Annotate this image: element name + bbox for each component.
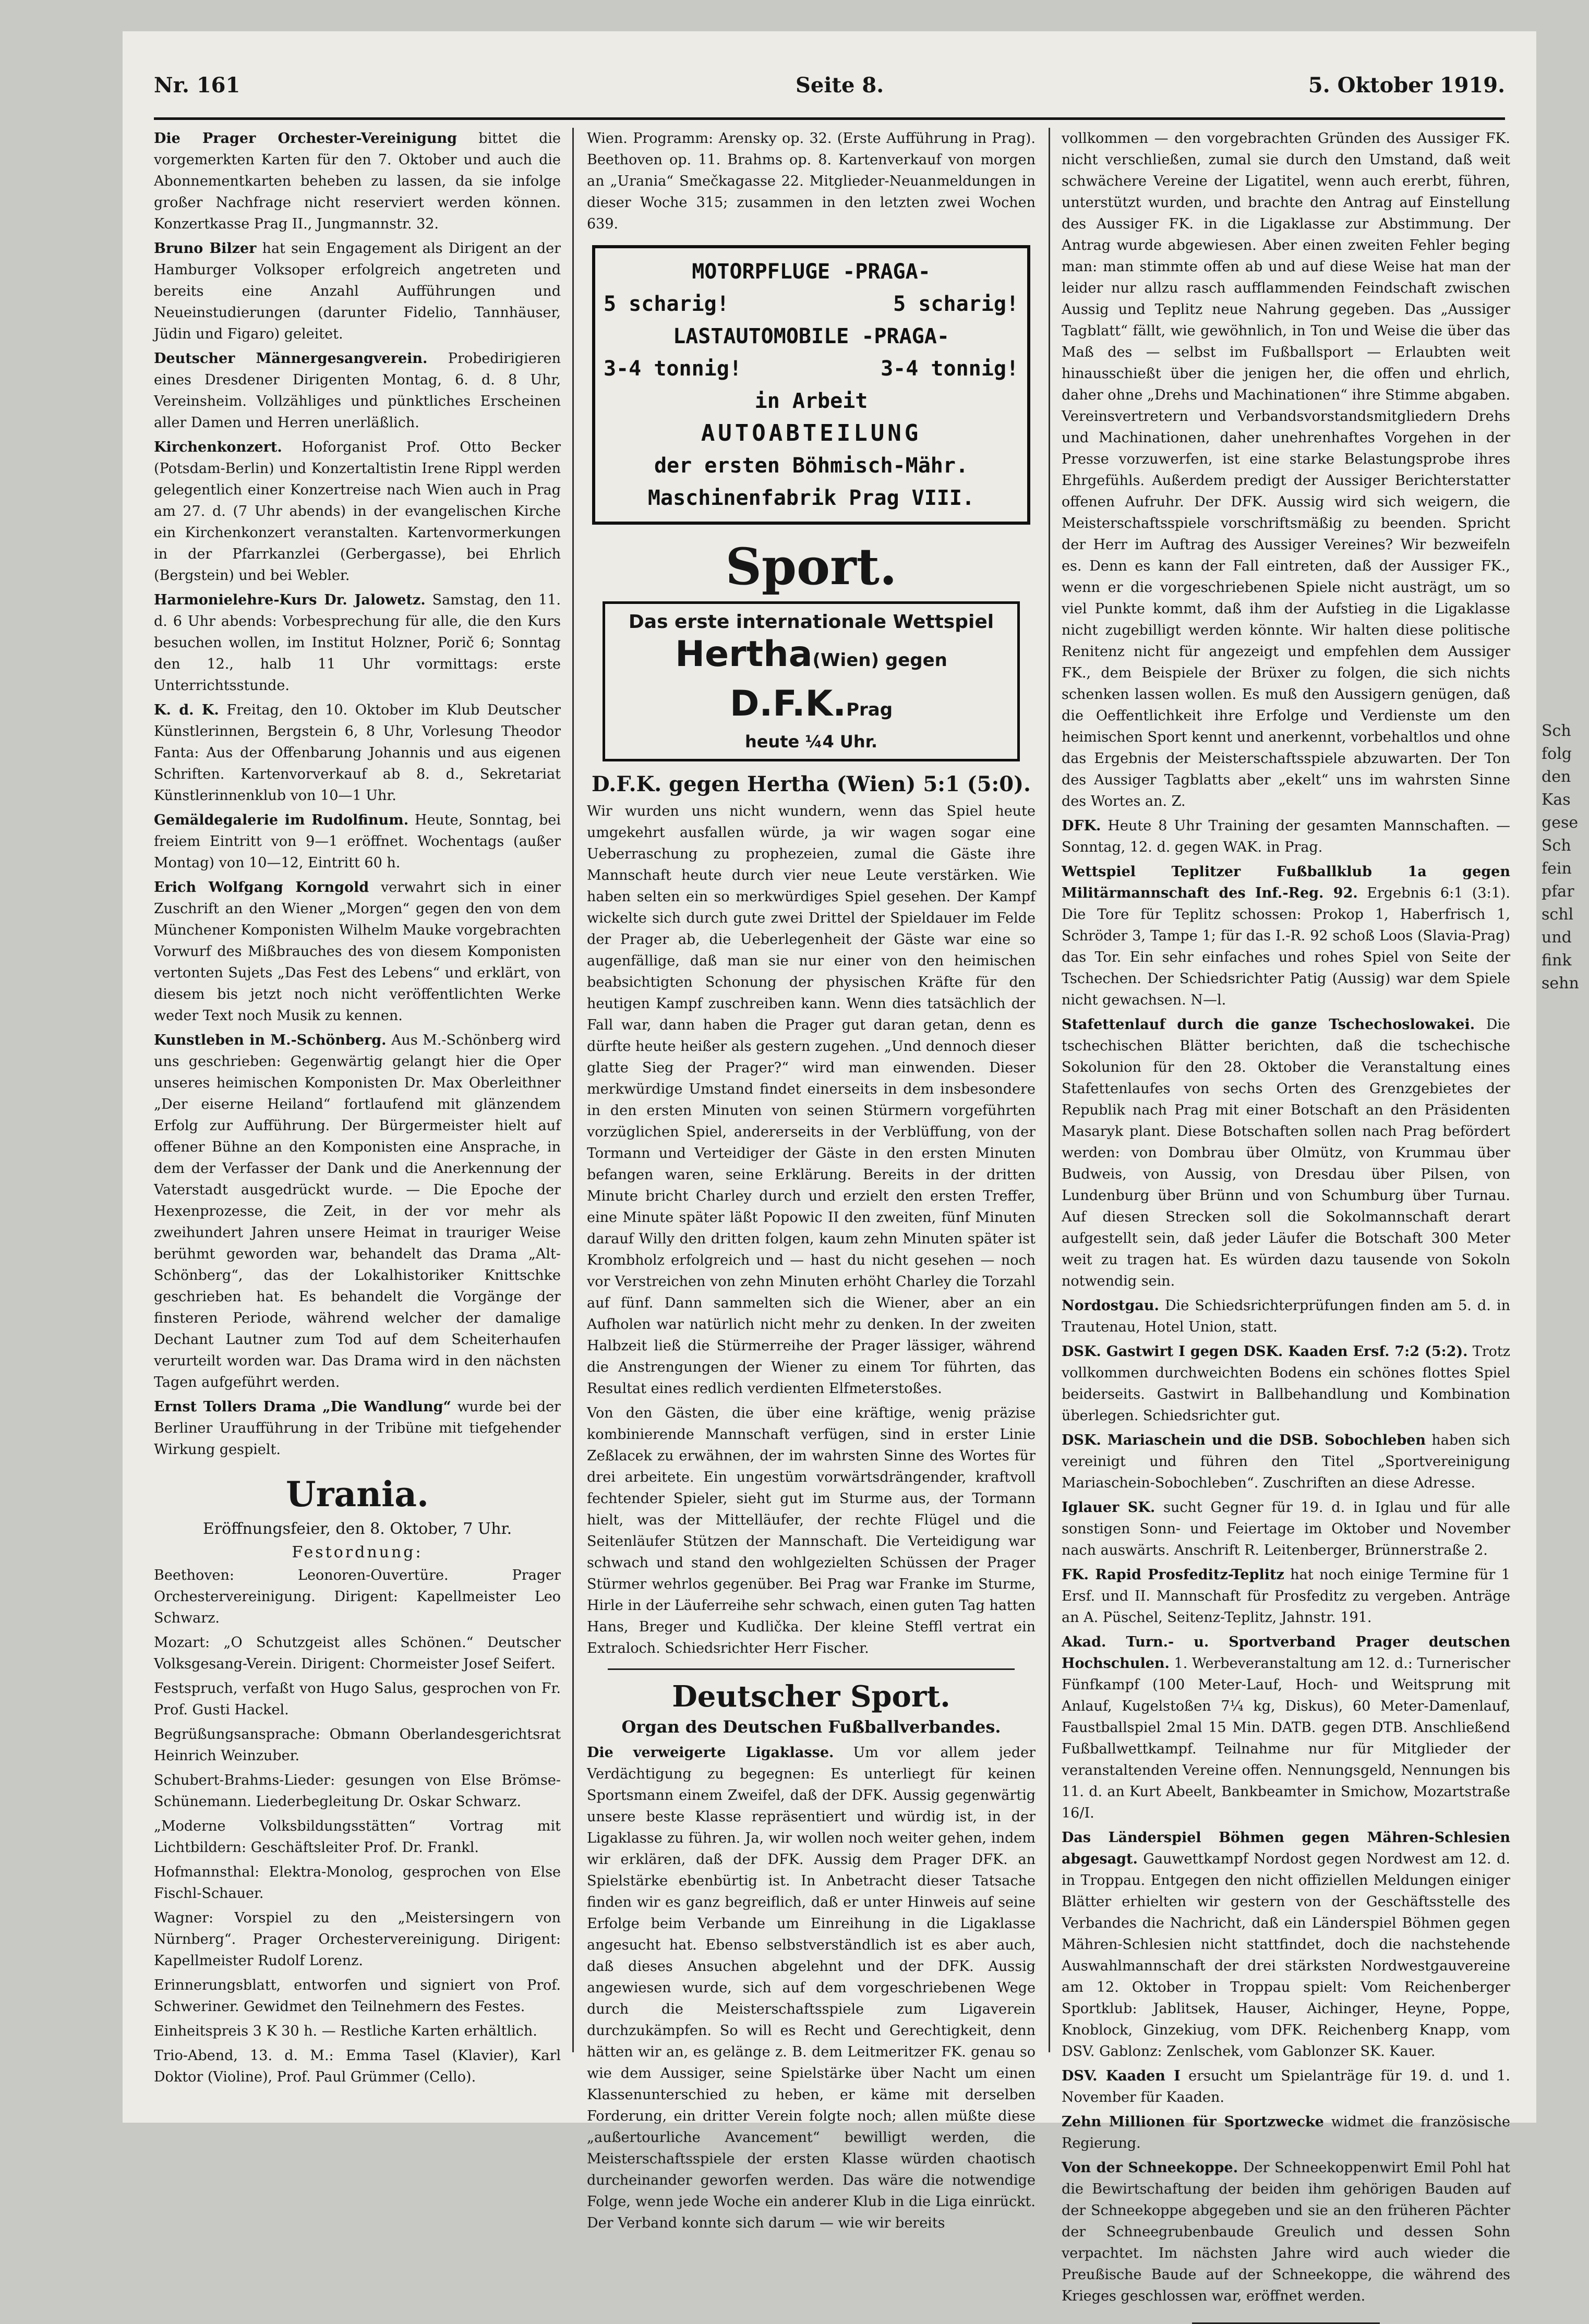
festordnung-heading: Festordnung:: [292, 1543, 423, 1562]
festordnung-item: Erinnerungsblatt, entworfen und signiert von Prof. Schweriner. Gewidmet den Teilnehmern des Festes.: [154, 1977, 561, 2015]
notice-text: Heute, Sonntag, bei freiem Eintritt von 9—1 eröffnet. Wochentags (außer Montag) von 10—12, Eintritt 60 h.: [154, 812, 561, 871]
team-city: Prag: [846, 699, 893, 720]
notice-lead: DSK. Gastwirt I gegen DSK. Kaaden Ersf. 7:2 (5:2).: [1062, 1343, 1468, 1360]
team-hertha: Hertha: [675, 634, 813, 675]
notice-text: Ergebnis 6:1 (3:1). Die Tore für Teplitz schossen: Prokop 1, Haberfrisch 1, Schröder 3, Tampe 1; für das I.-R. 92 schoß Loos (Slavia-Prag) das Tor. Ein sehr einfaches und rohes Spiel von Seite der Tschechen. Der Schiedsrichter Patig (Aussig) war dem Spiele nicht gewachsen. N—l.: [1062, 885, 1510, 1008]
notice-lead: Die Prager Orchester-Vereinigung: [154, 130, 457, 147]
festordnung-item: Einheitspreis 3 K 30 h. — Restliche Karten erhältlich.: [154, 2023, 537, 2039]
sport-section-title: Sport.: [725, 537, 897, 596]
ad-line: AUTOABTEILUNG: [701, 420, 922, 446]
notice-lead: FK. Rapid Prosfeditz-Teplitz: [1062, 1567, 1284, 1583]
sport-notices: [1062, 128, 1510, 2307]
notice-text: vollkommen — den vorgebrachten Gründen des Aussiger FK. nicht verschließen, zumal sie durch den Umstand, daß weit schwächere Vereine der Ligatitel, wenn auch ererbt, führen, unterstützt wurden, und brachte den Antrag auf Einstellung des Aussiger FK. in die Ligaklasse zur Abstimmung. Der Antrag wurde abgewiesen. Aber einen zweiten Fehler beging man: man stimmte offen ab und auf diese Weise hat man der leider nur allzu rasch aufflammenden Feindschaft zwischen Aussig und Teplitz neue Nahrung gegeben. Das „Aussiger Tagblatt“ fällt, wie gewöhnlich, in Ton und Weise die über das Maß des — selbst im Fußballsport — Erlaubten weit hinausschießt über die jenigen her, die offen und ehrlich, daher ohne „Drehs und Machinationen“ ihre Stimme abgaben. Vereinsvertretern und Verbandsvorstandsmitgliedern Drehs und Machinationen, daher unehrenhaftes Vorgehen in der Presse vorzuwerfen, ist eine starke Belastungsprobe ihres Ehrgefühls. Außerdem predigt der Aussiger Berichterstatter offenen Aufruhr. Der DFK. Aussig wird sich weigern, die Meisterschaftsspiele vorschriftsmäßig zu beenden. Spricht der Herr im Auftrag des Aussiger Vereines? Wir bezweifeln es. Denn es kann der Fall eintreten, daß der Aussiger FK., wenn er die vorgeschriebenen Spiele nicht austrägt, um so viel Punkte kommt, daß ihm der Aufstieg in die Ligaklasse nicht zugebilligt werden könnte. Wir halten diese politische Renitenz nicht für angezeigt und empfehlen dem Aussiger FK., dem Beispiele der Brüxer zu folgen, die sich nichts schenken lassen wollen. Es muß den Aussigern genügen, daß die Oeffentlichkeit ihre Erfolge und Verdienste um den heimischen Sport kennt und anerkennt, vorbehaltlos und ohne das Ergebnis der Meisterschaftsspiele abzuwarten. Der Ton des Aussiger Tagblatts aber „ekelt“ uns im wahrsten Sinne des Wortes an. Z.: [1062, 130, 1510, 809]
notice-lead: Wettspiel Teplitzer Fußballklub 1a gegen Militärmannschaft des Inf.-Reg. 92.: [1062, 864, 1510, 901]
notice-lead: Deutscher Männergesangverein.: [154, 350, 428, 367]
notice-paragraph: [1062, 2157, 1510, 2307]
edge-fragment: folg: [1542, 745, 1572, 763]
notice-text: Hoforganist Prof. Otto Becker (Potsdam-Berlin) und Konzertaltistin Irene Rippl werden gelegentlich einer Konzertreise nach Wien auch in Prag am 27. d. (7 Uhr abends) in der evangelischen Kirche ein Kirchenkonzert veranstalten. Kartenvormerkungen in der Pfarrkanzlei (Gerbergasse), bei Ehrlich (Bergstein) und bei Webler.: [154, 439, 561, 584]
notice-text: Trotz vollkommen durchweichten Bodens ein schönes flottes Spiel beiderseits. Gastwirt in Ballbehandlung und Kombination überlegen. Schiedsrichter gut.: [1062, 1343, 1510, 1424]
notice-paragraph: [1062, 1430, 1510, 1494]
column-middle: [587, 128, 1036, 2231]
ad-line: Maschinenfabrik Prag VIII.: [647, 486, 975, 510]
ad-line: 3-4 tonnig!: [604, 357, 742, 381]
festordnung-item: Schubert-Brahms-Lieder: gesungen von Else Brömse-Schünemann. Liederbegleitung Dr. Oskar Schwarz.: [154, 1772, 561, 1810]
notice-text: Heute 8 Uhr Training der gesamten Mannschaften. — Sonntag, 12. d. gegen WAK. in Prag.: [1062, 818, 1510, 855]
edge-fragment: schl: [1542, 905, 1574, 924]
notice-lead: Ernst Tollers Drama „Die Wandlung“: [154, 1399, 451, 1415]
page-header: [154, 73, 1505, 115]
notice-lead: Bruno Bilzer: [154, 240, 257, 257]
notice-text: Um vor allem jeder Verdächtigung zu begegnen: Es unterliegt für keinen Sportsmann einem Zweifel, daß der DFK. Aussig gegenwärtig unsere beste Klasse repräsentiert und würdig ist, in der Ligaklasse zu führen. Ja, wir wollen noch weiter gehen, indem wir erklären, daß der DFK. Aussig dem Prager DFK. an Spielstärke ebenbürtig ist. In Anbetracht dieser Tatsache finden wir es ganz begreiflich, daß er unter Hinweis auf seine Erfolge beim Verbande um Einreihung in die Ligaklasse angesucht hat. Ebenso selbstverständlich ist es aber auch, daß dieses Ansuchen abgelehnt und der DFK. Aussig angewiesen wurde, sich auf dem vorgeschriebenen Wege durch die Meisterschaftsspiele zum Ligaverein durchzukämpfen. So will es Recht und Gerechtigkeit, denn hätten wir an, es gelänge z. B. dem Leitmeritzer FK. genau so wie dem Aussiger, seine Spielstärke über Nacht um einen Klassenunterschied zu heben, er käme mit derselben Forderung, ein dritter Verein folgte noch; allen müßte diese „außertourliche Avancement“ bewilligt werden, die Meisterschaftsspiele der ersten Klasse würden chaotisch durcheinander geworfen werden. Das wäre die notwendige Folge, wenn jede Woche ein anderer Klub in die Liga einrückt. Der Verband konnte sich darum — wie wir bereits: [587, 1745, 1036, 2231]
header-rule: [154, 117, 1505, 120]
ad-line: LASTAUTOMOBILE -PRAGA-: [673, 324, 949, 348]
match-headline: D.F.K. gegen Hertha (Wien) 5:1 (5:0).: [592, 772, 1031, 796]
notice-lead: Erich Wolfgang Korngold: [154, 879, 369, 895]
notice-paragraph: [154, 877, 561, 1026]
deutscher-sport-title: Deutscher Sport.: [672, 1679, 950, 1714]
adjacent-page-edge: [1542, 720, 1589, 995]
festordnung-item: Hofmannsthal: Elektra-Monolog, gesprochen von Else Fischl-Schauer.: [154, 1864, 561, 1902]
ad2-line: Das erste internationale Wettspiel: [628, 611, 994, 633]
notice-paragraph: [154, 1396, 561, 1460]
edge-fragment: fink: [1542, 951, 1572, 970]
notice-paragraph: [154, 437, 561, 586]
festordnung-list: [154, 1565, 561, 2088]
notice-lead: Die verweigerte Ligaklasse.: [587, 1745, 834, 1761]
festordnung-item: Mozart: „O Schutzgeist alles Schönen.“ Deutscher Volksgesang-Verein. Dirigent: Chormeister Josef Seifert.: [154, 1635, 561, 1672]
edge-fragment: Sch: [1542, 837, 1571, 855]
notice-text: Die Schiedsrichterprüfungen finden am 5. d. in Trautenau, Hotel Union, statt.: [1062, 1298, 1510, 1335]
urania-subtitle: Eröffnungsfeier, den 8. Oktober, 7 Uhr.: [202, 1520, 512, 1538]
deutscher-sport-articles: [587, 1742, 1036, 2234]
edge-fragment: Kas: [1542, 791, 1571, 809]
notice-paragraph: [154, 589, 561, 696]
notice-paragraph: [1062, 1295, 1510, 1338]
notice-lead: Stafettenlauf durch die ganze Tschechoslowakei.: [1062, 1016, 1475, 1033]
notice-text: sucht Gegner für 19. d. in Iglau und für alle sonstigen Sonn- und Feiertage im Oktober und November nach auswärts. Anschrift R. Leitenberger, Brünnerstraße 2.: [1062, 1499, 1510, 1558]
team-dfk: D.F.K.: [729, 683, 847, 724]
notice-paragraph: [154, 809, 561, 874]
newspaper-page: [123, 31, 1536, 2304]
notice-paragraph: [154, 699, 561, 806]
notice-text: haben sich vereinigt und führen den Titel „Sportvereinigung Mariaschein-Sobochleben“. Zuschriften an diese Adresse.: [1062, 1432, 1510, 1491]
edge-fragment: Sch: [1542, 722, 1571, 740]
match-advertisement: [603, 601, 1020, 761]
column-right: [1062, 128, 1510, 2304]
notice-text: verwahrt sich in einer Zuschrift an den Wiener „Morgen“ gegen den von dem Münchener Komponisten Wilhelm Mauke vorgebrachten Vorwurf des Mißbrauches des von diesem Komponisten vertonten Sujets „Das Fest des Lebens“ und erklärt, von diesem bis jetzt noch nicht veröffentlichten Werke weder Text noch Musik zu kennen.: [154, 879, 561, 1024]
ad2-teams: [610, 633, 1012, 732]
edge-fragment: gese: [1542, 814, 1579, 832]
section-divider: [608, 1668, 1015, 1670]
urania-program-text: Wien. Programm: Arensky op. 32. (Erste Aufführung in Prag). Beethoven op. 11. Brahms op. 8. Kartenverkauf von morgen an „Urania“ Smečkagasse 22. Mitglieder-Neuanmeldungen in dieser Woche 315; zusammen in den letzten zwei Wochen 639.: [587, 130, 1036, 232]
ad-line: 5 scharig!: [893, 292, 1019, 316]
match-paragraph: Wir wurden uns nicht wundern, wenn das Spiel heute umgekehrt ausfallen würde, ja wir wagen sogar eine Ueberraschung zu prophezeien, zumal die Gäste ihre Mannschaft heute durch vier neue Leute verstärken. Wie haben selten ein so merkwürdiges Spiel gesehen. Der Kampf wickelte sich durch gute zwei Drittel der Spieldauer im Felde der Prager ab, die Ueberlegenheit der Gäste war eine so augenfällige, daß man sie nur einer von den heimischen beabsichtigten Schonung der physischen Kräfte für den heutigen Kampf zuschreiben kann. Wenn dies tatsächlich der Fall war, dann haben die Prager gut daran getan, denn es dürfte heute heißer als gestern zugehen. „Und dennoch dieser glatte Sieg der Prager?“ wird man einwenden. Dieser merkwürdige Umstand findet einerseits in dem insbesondere in den ersten Minuten von seinen Stürmern vorgeführten vorzüglichen Spiel, andererseits in der Verblüffung, von der Tormann und Verteidiger der Gäste in den ersten Minuten befangen waren, seine Erklärung. Bereits in der dritten Minute bricht Charley durch und erzielt den ersten Treffer, eine Minute später läßt Popowic II den zweiten, fünf Minuten darauf Willy den dritten folgen, kaum zehn Minuten später ist Krombholz erfolgreich und — hast du nicht gesehen — noch vor Verstreichen von zehn Minuten erhöht Charley die Torzahl auf fünf. Dann sammelten sich die Wiener, aber an ein Aufholen war natürlich nicht mehr zu denken. In der zweiten Halbzeit ließ die Stürmerreihe der Prager lässiger, während die Anstrengungen der Wiener zu einem Tor führten, das Resultat eines redlich verdienten Elfmeterstoßes.: [587, 803, 1036, 1397]
notice-lead: Das Länderspiel Böhmen gegen Mähren-Schlesien abgesagt.: [1062, 1830, 1510, 1867]
festordnung-item: „Moderne Volksbildungsstätten“ Vortrag mit Lichtbildern: Geschäftsleiter Prof. Dr. Frankl.: [154, 1818, 561, 1856]
notice-lead: Von der Schneekoppe.: [1062, 2160, 1238, 2176]
notice-paragraph: [1062, 1564, 1510, 1628]
notice-text: Gauwettkampf Nordost gegen Nordwest am 12. d. in Troppau. Entgegen den nicht offiziellen Meldungen einiger Blätter erhielten wir gestern von der Geschäftsstelle des Verbandes die Nachricht, daß ein Länderspiel Böhmen gegen Mähren-Schlesien nicht stattfindet, doch die nachstehende Auswahlmannschaft der drei stärksten Nordwestgauvereine am 12. Oktober in Troppau spielt: Vom Reichenberger Sportklub: Jablitsek, Hauser, Aichinger, Heyne, Poppe, Knoblock, Ginzekiug, vom DFK. Reichenberg Knapp, vom DSV. Gablonz: Zenlschek, vom Gablonzer SK. Kauer.: [1062, 1851, 1510, 2060]
notice-text: Samstag, den 11. d. 6 Uhr abends: Vorbesprechung für alle, die den Kurs besuchen wollen, im Institut Holzner, Porič 6; Sonntag den 12., halb 11 Uhr vormittags: erste Unterrichtsstunde.: [154, 592, 561, 694]
culture-notices: [154, 128, 561, 1460]
issue-number: Nr. 161: [154, 73, 240, 98]
notice-lead: Kunstleben in M.-Schönberg.: [154, 1032, 387, 1048]
notice-text: widmet die französische Regierung.: [1062, 2114, 1510, 2151]
notice-lead: DSV. Kaaden I: [1062, 2068, 1181, 2084]
edge-fragment: und: [1542, 928, 1572, 947]
notice-lead: Gemäldegalerie im Rudolfinum.: [154, 812, 409, 828]
notice-text: Freitag, den 10. Oktober im Klub Deutscher Künstlerinnen, Bergstein 6, 8 Uhr, Vorlesung Theodor Fanta: Aus der Offenbarung Johannis und aus eigenen Schriften. Kartenvorverkauf ab 8. d., Sekretariat Künstlerinnenklub von 10—1 Uhr.: [154, 702, 561, 804]
notice-paragraph: [154, 1030, 561, 1393]
notice-text: Der Schneekoppenwirt Emil Pohl hat die Bewirtschaftung der beiden ihm gehörigen Bauden auf der Schneekoppe abgegeben und sie an den früheren Pächter der Schneegrubenbaude Greulich und dessen Sohn verpachtet. Im nächsten Jahre wird auch wieder die Preußische Baude auf der Schneekoppe, die während des Krieges geschlossen war, eröffnet werden.: [1062, 2160, 1510, 2304]
notice-lead: K. d. K.: [154, 702, 219, 718]
notice-paragraph: [1062, 815, 1510, 858]
notice-text: hat noch einige Termine für 1 Ersf. und II. Mannschaft für Prosfeditz zu vergeben. Anträge an A. Püschel, Seitenz-Teplitz, Jahnstr. 191.: [1062, 1567, 1510, 1626]
festordnung-item: Begrüßungsansprache: Obmann Oberlandesgerichtsrat Heinrich Weinzuber.: [154, 1726, 561, 1764]
notice-paragraph: [587, 1742, 1036, 2234]
notice-text: Die tschechischen Blätter berichten, daß die tschechische Sokolunion für den 28. Oktober die Veranstaltung eines Stafettenlaufes von sechs Orten des Grenzgebietes der Republik nach Prag mit einer Botschaft an den Präsidenten Masaryk plant. Diese Botschaften sollen nach Prag befördert werden: von Dombrau über Olmütz, von Krummau über Budweis, von Aussig, von Dresdau über Pilsen, von Lundenburg über Brünn und von Schumburg über Turnau. Auf diesen Strecken soll die Sokolmannschaft derart aufgestellt sein, daß jeder Läufer die Botschaft 300 Meter weit zu tragen hat. Es würden dazu tausende von Sokoln notwendig sein.: [1062, 1016, 1510, 1289]
notice-text: Probedirigieren eines Dresdener Dirigenten Montag, 6. d. 8 Uhr, Vereinsheim. Vollzähliges und pünktliches Erscheinen aller Damen und Herren unerläßlich.: [154, 350, 561, 431]
notice-paragraph: [1062, 1014, 1510, 1292]
column-divider: [572, 128, 574, 2052]
ad-line: MOTORPFLUGE -PRAGA-: [692, 260, 931, 284]
festordnung-item: Trio-Abend, 13. d. M.: Emma Tasel (Klavier), Karl Doktor (Violine), Prof. Paul Grümmer (Cello).: [154, 2048, 561, 2085]
notice-paragraph: [154, 128, 561, 235]
notice-lead: Nordostgau.: [1062, 1298, 1159, 1314]
page-number: Seite 8.: [796, 73, 884, 98]
notice-paragraph: [1062, 2111, 1510, 2154]
notice-lead: Kirchenkonzert.: [154, 439, 282, 455]
notice-paragraph: [154, 348, 561, 433]
notice-lead: Zehn Millionen für Sportzwecke: [1062, 2114, 1324, 2130]
festordnung-item: Festspruch, verfaßt von Hugo Salus, gesprochen von Fr. Prof. Gusti Hackel.: [154, 1680, 561, 1718]
notice-text: wurde bei der Berliner Uraufführung in der Tribüne mit tiefgehender Wirkung gespielt.: [154, 1399, 561, 1458]
notice-paragraph: [1062, 1827, 1510, 2062]
match-report: [587, 801, 1036, 1659]
notice-paragraph: [154, 238, 561, 345]
notice-text: bittet die vorgemerkten Karten für den 7. Oktober und auch die Abonnementkarten beheben zu lassen, da sie infolge großer Nachfrage nicht reserviert werden können. Konzertkasse Prag II., Jungmannstr. 32.: [154, 130, 561, 232]
notice-text: ersucht um Spielanträge für 19. d. und 1. November für Kaaden.: [1062, 2068, 1510, 2105]
ad-line: 5 scharig!: [604, 292, 729, 316]
festordnung-item: Beethoven: Leonoren-Ouvertüre. Prager Orchestervereinigung. Dirigent: Kapellmeister Leo Schwarz.: [154, 1567, 561, 1626]
notice-lead: Harmonielehre-Kurs Dr. Jalowetz.: [154, 592, 426, 608]
column-left: [154, 128, 561, 2085]
festordnung-item: Wagner: Vorspiel zu den „Meistersingern von Nürnberg“. Prager Orchestervereinigung. Dirigent: Kapellmeister Rudolf Lorenz.: [154, 1910, 561, 1969]
notice-lead: DSK. Mariaschein und die DSB. Sobochleben: [1062, 1432, 1426, 1448]
edge-fragment: fein: [1542, 860, 1572, 878]
notice-lead: Akad. Turn.- u. Sportverband Prager deutschen Hochschulen.: [1062, 1634, 1510, 1672]
notice-text: hat sein Engagement als Dirigent an der Hamburger Volksoper erfolgreich angetreten und bereits eine Anzahl Aufführungen und Neueinstudierungen (darunter Fidelio, Tannhäuser, Jüdin und Figaro) geleitet.: [154, 240, 561, 342]
notice-paragraph: [1062, 1341, 1510, 1426]
notice-paragraph: [1062, 1631, 1510, 1824]
edge-fragment: sehn: [1542, 974, 1579, 992]
notice-paragraph: [1062, 1497, 1510, 1561]
issue-date: 5. Oktober 1919.: [1308, 73, 1505, 98]
notice-lead: DFK.: [1062, 818, 1101, 834]
notice-paragraph: [1062, 861, 1510, 1011]
urania-title: Urania.: [286, 1474, 429, 1515]
notice-paragraph: [1062, 2065, 1510, 2108]
column-divider: [1049, 128, 1050, 2052]
ad2-time: heute ¼4 Uhr.: [744, 732, 878, 752]
ad-line: der ersten Böhmisch-Mähr.: [654, 454, 969, 478]
edge-fragment: pfar: [1542, 882, 1574, 901]
match-paragraph: Von den Gästen, die über eine kräftige, wenig präzise kombinierende Mannschaft verfügen, sind in erster Linie Zeßlacek zu erwähnen, der im wahrsten Sinne des Wortes für drei arbeitete. Ein ungestüm vorwärtsdrängender, kraftvoll fechtender Spieler, sieht gut im Sturme aus, der Tormann hielt, was der Mittelläufer, der rechte Flügel und die Seitenläufer Stützen der Mannschaft. Die Verteidigung war schwach und stand den wohlgezielten Schüssen der Prager Stürmer wehrlos gegenüber. Bei Prag war Franke im Sturme, Hirle in der Läuferreihe sehr schwach, einen guten Tag hatten Hans, Breger und Kudlička. Der kleine Steffl vertrat ein Extraloch. Schiedsrichter Herr Fischer.: [587, 1405, 1036, 1656]
notice-lead: Iglauer SK.: [1062, 1499, 1155, 1516]
notice-paragraph: [1062, 128, 1510, 812]
ad-line: in Arbeit: [754, 389, 868, 413]
deutscher-sport-subtitle: Organ des Deutschen Fußballverbandes.: [621, 1717, 1001, 1737]
praga-advertisement: [592, 245, 1030, 525]
notice-text: Aus M.-Schönberg wird uns geschrieben: Gegenwärtig gelangt hier die Oper unseres heimischen Komponisten Dr. Max Oberleithner „Der eiserne Heiland“ fortlaufend mit glänzendem Erfolg zur Aufführung. Der Bürgermeister hielt auf offener Bühne an den Komponisten eine Ansprache, in dem der Verfasser der Dank und die Anerkennung der Vaterstadt ausgedrückt wurde. — Die Epoche der Hexenprozesse, die Zeit, in der vor mehr als zweihundert Jahren unsere Heimat in trauriger Weise berühmt geworden war, behandelt das Drama „Alt-Schönberg“, das der Lokalhistoriker Knittschke geschrieben hat. Es behandelt die Vorgänge der finsteren Periode, während welcher der damalige Dechant Lautner zum Tod auf dem Scheiterhaufen verurteilt worden war. Das Drama wird in den nächsten Tagen aufgeführt werden.: [154, 1032, 561, 1390]
team-suffix: (Wien) gegen: [812, 650, 947, 671]
ad-line: 3-4 tonnig!: [881, 357, 1019, 381]
notice-text: 1. Werbeveranstaltung am 12. d.: Turnerischer Fünfkampf (100 Meter-Lauf, Hoch- und Weitsprung mit Anlauf, Kugelstoßen 7¼ kg, Diskus), 60 Meter-Damenlauf, Faustballspiel 2mal 15 Min. DATB. gegen DTB. Anschließend Fußballwettkampf. Teilnahme nur für Mitglieder der veranstaltenden Vereine offen. Nennungsgeld, Nennungen bis 11. d. an Kurt Abeelt, Bankbeamter in Smichow, Mozartstraße 16/I.: [1062, 1655, 1510, 1821]
edge-fragment: den: [1542, 768, 1571, 786]
